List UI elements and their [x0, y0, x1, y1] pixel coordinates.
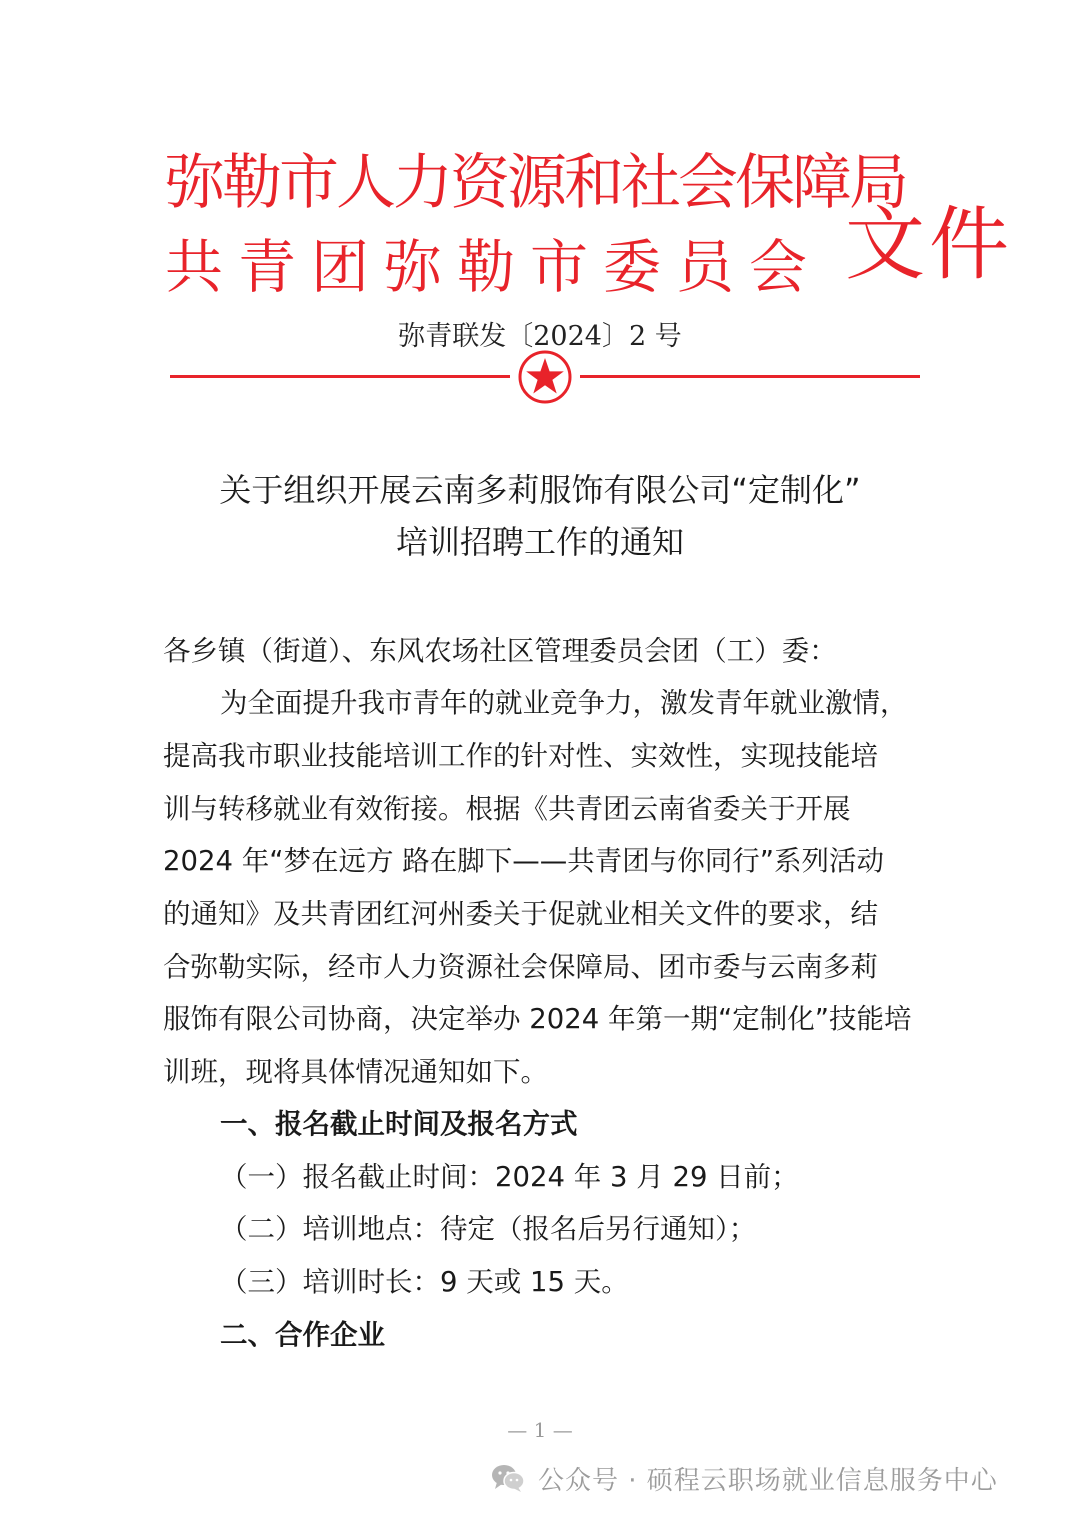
- paragraph-line: 合弥勒实际，经市人力资源社会保障局、团市委与云南多莉: [163, 951, 878, 983]
- paragraph-line: 提高我市职业技能培训工作的针对性、实效性，实现技能培: [163, 740, 878, 772]
- section-1-item: （二）培训地点：待定（报名后另行通知）；: [220, 1213, 757, 1245]
- document-word: 文件: [845, 198, 1013, 291]
- paragraph-line: 训班，现将具体情况通知如下。: [163, 1056, 548, 1088]
- red-rule-right: [580, 375, 920, 378]
- addressee: 各乡镇（街道）、东风农场社区管理委员会团（工）委：: [163, 635, 837, 667]
- watermark-text: 公众号 · 硕程云职场就业信息服务中心: [538, 1465, 998, 1496]
- notice-title-line-1: 关于组织开展云南多莉服饰有限公司“定制化”: [219, 471, 861, 509]
- section-1-item: （三）培训时长：9 天或 15 天。: [220, 1266, 629, 1298]
- section-1-heading: 一、报名截止时间及报名方式: [220, 1108, 578, 1140]
- section-2-heading: 二、合作企业: [220, 1319, 385, 1351]
- paragraph-line: 的通知》及共青团红河州委关于促就业相关文件的要求，结: [163, 898, 878, 930]
- notice-title-line-2: 培训招聘工作的通知: [395, 523, 684, 561]
- red-star-icon: [517, 349, 573, 405]
- paragraph-line: 为全面提升我市青年的就业竞争力，激发青年就业激情，: [220, 687, 908, 719]
- watermark: [490, 1455, 998, 1501]
- page-number: — 1 —: [507, 1418, 573, 1442]
- paragraph-line: 服饰有限公司协商，决定举办 2024 年第一期“定制化”技能培: [163, 1003, 912, 1035]
- red-rule-left: [170, 375, 510, 378]
- section-1-item: （一）报名截止时间：2024 年 3 月 29 日前；: [220, 1161, 799, 1193]
- paragraph-line: 2024 年“梦在远方 路在脚下——共青团与你同行”系列活动: [163, 845, 884, 877]
- paragraph-line: 训与转移就业有效衔接。根据《共青团云南省委关于开展: [163, 793, 851, 825]
- wechat-icon: [490, 1462, 526, 1494]
- issuing-org-2: 共青团弥勒市委员会: [165, 233, 823, 301]
- issuing-org-1: 弥勒市人力资源和社会保障局: [165, 148, 906, 218]
- document-number: 弥青联发〔2024〕2 号: [398, 321, 682, 352]
